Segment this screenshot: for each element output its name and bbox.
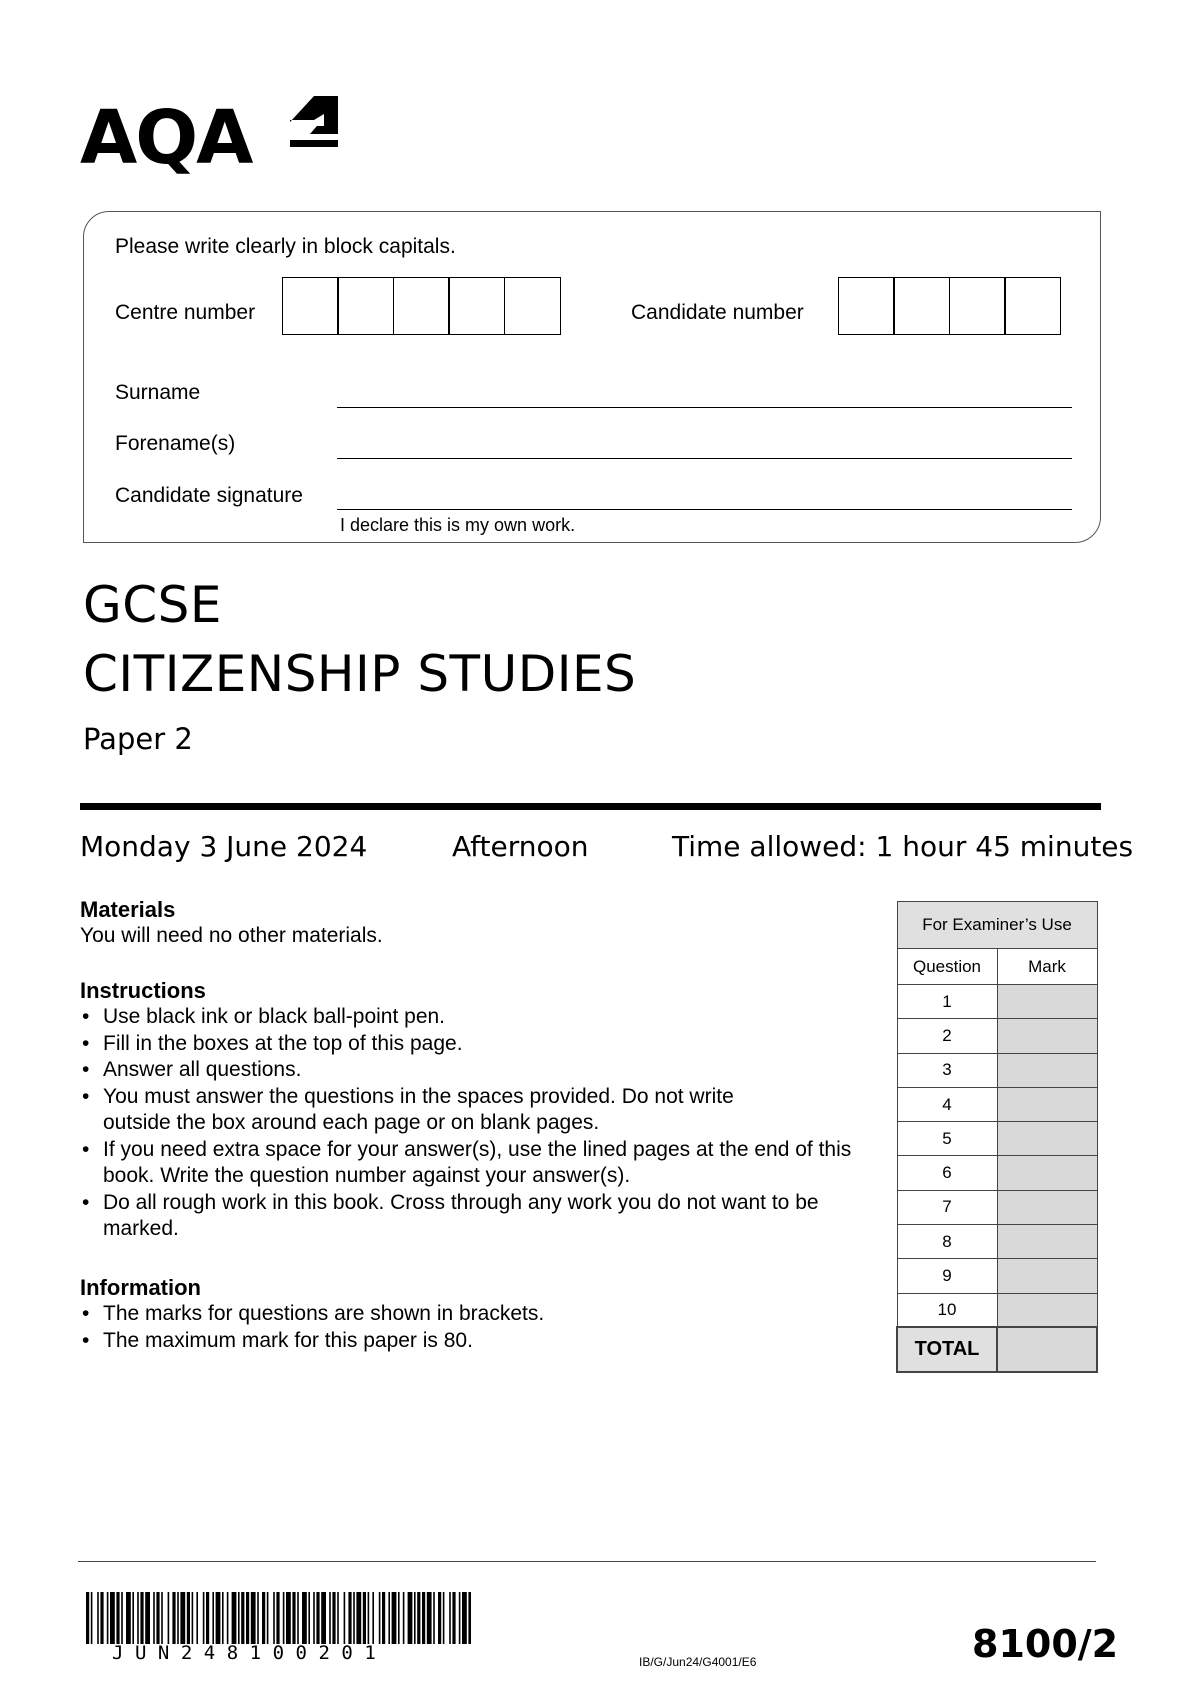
time-allowed: Time allowed: 1 hour 45 minutes <box>672 830 1134 863</box>
information-item: • The maximum mark for this paper is 80. <box>80 1328 880 1355</box>
qualification-level: GCSE <box>83 576 222 634</box>
logo-text: AQA <box>80 95 252 181</box>
mark-cell <box>997 1225 1097 1259</box>
mark-cell <box>997 1259 1097 1293</box>
question-number: 3 <box>897 1053 997 1087</box>
centre-digit-box[interactable] <box>448 277 505 335</box>
paper-number: Paper 2 <box>83 722 193 756</box>
footer-divider <box>78 1561 1096 1562</box>
table-row <box>897 1019 1097 1053</box>
candidate-number-label: Candidate number <box>631 301 804 324</box>
mark-cell <box>997 1156 1097 1190</box>
table-row <box>897 1087 1097 1121</box>
mark-cell <box>997 1019 1097 1053</box>
mark-cell <box>997 985 1097 1019</box>
signature-line[interactable] <box>337 509 1072 510</box>
exam-date: Monday 3 June 2024 <box>80 830 368 863</box>
materials-text: You will need no other materials. <box>80 924 383 947</box>
table-row <box>897 1293 1097 1327</box>
barcode-number: JUN248100201 <box>112 1642 388 1664</box>
instruction-item: • Fill in the boxes at the top of this page. <box>80 1031 880 1058</box>
instruction-item: • Do all rough work in this book. Cross through any work you do not want to be marked. <box>80 1190 820 1243</box>
mark-cell <box>997 1122 1097 1156</box>
table-row <box>897 1259 1097 1293</box>
information-heading: Information <box>80 1275 201 1300</box>
signature-label: Candidate signature <box>115 484 303 507</box>
materials-section <box>80 897 880 950</box>
candidate-digit-box[interactable] <box>838 277 895 335</box>
candidate-digit-box[interactable] <box>893 277 950 335</box>
information-item: • The marks for questions are shown in brackets. <box>80 1301 880 1328</box>
question-number: 7 <box>897 1190 997 1224</box>
mark-column-header: Mark <box>997 949 1097 985</box>
question-column-header: Question <box>897 949 997 985</box>
instruction-item: • If you need extra space for your answer(s), use the lined pages at the end of this book. Write the question number against your answer(s). <box>80 1137 870 1190</box>
surname-line[interactable] <box>337 407 1072 408</box>
instruction-item: • Use black ink or black ball-point pen. <box>80 1004 880 1031</box>
question-number: 5 <box>897 1122 997 1156</box>
candidate-number-field[interactable] <box>839 277 1061 335</box>
question-number: 8 <box>897 1225 997 1259</box>
materials-heading: Materials <box>80 897 176 922</box>
document-reference: IB/G/Jun24/G4001/E6 <box>639 1655 757 1669</box>
table-row <box>897 1190 1097 1224</box>
examiner-table-title: For Examiner’s Use <box>897 902 1097 949</box>
examiner-use-table <box>896 901 1098 1373</box>
instruction-item: • You must answer the questions in the spaces provided. Do not write outside the box around each page or on blank pages. <box>80 1084 760 1137</box>
table-row <box>897 1122 1097 1156</box>
subject-title: CITIZENSHIP STUDIES <box>83 645 637 703</box>
question-number: 2 <box>897 1019 997 1053</box>
total-mark-cell <box>997 1327 1097 1372</box>
mark-cell <box>997 1190 1097 1224</box>
mark-cell <box>997 1293 1097 1327</box>
declaration-text: I declare this is my own work. <box>340 515 576 535</box>
surname-label: Surname <box>115 381 201 404</box>
candidate-details-box <box>83 211 1101 543</box>
candidate-digit-box[interactable] <box>1004 277 1061 335</box>
question-number: 1 <box>897 985 997 1019</box>
barcode-icon <box>86 1592 471 1644</box>
instruction-item: • Answer all questions. <box>80 1057 880 1084</box>
candidate-digit-box[interactable] <box>949 277 1006 335</box>
table-row <box>897 1225 1097 1259</box>
centre-digit-box[interactable] <box>393 277 450 335</box>
block-capitals-instruction: Please write clearly in block capitals. <box>115 235 456 258</box>
aqa-logo <box>80 92 350 184</box>
centre-digit-box[interactable] <box>337 277 394 335</box>
instructions-section <box>80 978 880 1243</box>
question-number: 6 <box>897 1156 997 1190</box>
paper-code: 8100/2 <box>972 1622 1119 1666</box>
mark-cell <box>997 1053 1097 1087</box>
question-number: 10 <box>897 1293 997 1327</box>
centre-number-field[interactable] <box>283 277 561 335</box>
centre-digit-box[interactable] <box>504 277 561 335</box>
question-number: 9 <box>897 1259 997 1293</box>
centre-digit-box[interactable] <box>282 277 339 335</box>
information-section <box>80 1275 880 1354</box>
exam-session: Afternoon <box>452 830 589 863</box>
centre-number-label: Centre number <box>115 301 256 324</box>
forename-line[interactable] <box>337 458 1072 459</box>
table-row <box>897 1053 1097 1087</box>
title-divider <box>80 803 1101 810</box>
table-row <box>897 985 1097 1019</box>
forename-label: Forename(s) <box>115 432 236 455</box>
instructions-heading: Instructions <box>80 978 206 1003</box>
table-row <box>897 1156 1097 1190</box>
mark-cell <box>997 1087 1097 1121</box>
total-row <box>897 1327 1097 1372</box>
question-number: 4 <box>897 1087 997 1121</box>
aqa-logo-mark-icon <box>280 92 342 154</box>
total-label: TOTAL <box>897 1327 997 1372</box>
